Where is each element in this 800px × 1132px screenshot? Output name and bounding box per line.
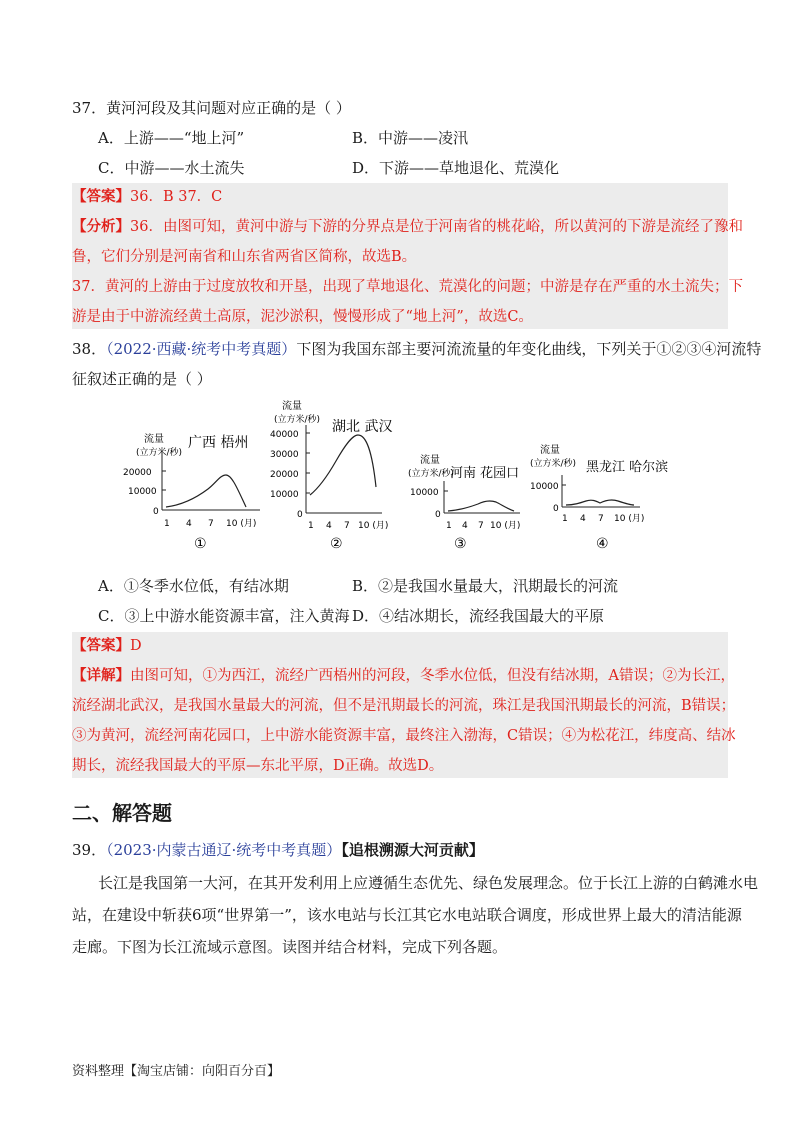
q38-option-d: D．④结冰期长，流经我国最大的平原	[352, 607, 605, 625]
answer-36-37	[72, 187, 222, 207]
chart-1-ylabel-2: (立方米/秒)	[136, 448, 183, 458]
chart-1-ylabel-1: 流量	[144, 434, 164, 445]
chart-4-xtick-3: 7	[598, 514, 604, 524]
q38-option-c: C．③上中游水能资源丰富，注入黄海	[98, 607, 350, 625]
detail-text-1: 由图可知，①为西江，流经广西梧州的河段，冬季水位低，但没有结冰期，A错误；②为长江，	[130, 668, 735, 684]
q38-option-a: A．①冬季水位低，有结冰期	[98, 577, 289, 595]
chart-2-ylabel-1: 流量	[282, 401, 302, 412]
q38-stem-line-2: 征叙述正确的是（ ）	[72, 370, 212, 388]
chart-1-ytick-1: 20000	[123, 468, 152, 478]
chart-3-marker: ③	[454, 536, 467, 552]
chart-2-ytick-3: 20000	[270, 470, 299, 480]
analysis-line-4: 游是由于中游流经黄土高原，泥沙淤积，慢慢形成了“地上河”，故选C。	[72, 309, 533, 325]
chart-4-xtick-4: 10 (月)	[614, 514, 645, 524]
chart-2-xtick-3: 7	[344, 521, 350, 531]
q37-option-c: C．中游——水土流失	[98, 159, 245, 177]
q39-source: （2023·内蒙古通辽·统考中考真题）	[106, 841, 342, 859]
q39-para-line-1: 长江是我国第一大河，在其开发利用上应遵循生态优先、绿色发展理念。位于长江上游的白鹤滩水电	[98, 874, 759, 892]
chart-2-marker: ②	[330, 536, 343, 552]
q38-option-b: B．②是我国水量最大，汛期最长的河流	[352, 577, 619, 595]
answer-text: 36．B 37．C	[130, 189, 223, 205]
chart-2-xtick-2: 4	[326, 521, 332, 531]
chart-1-ytick-3: 0	[153, 507, 159, 517]
analysis-line-2: 鲁，它们分别是河南省和山东省两省区简称，故选B。	[72, 249, 417, 265]
chart-1-marker: ①	[194, 536, 207, 552]
q38-stem-part-1: 下图为我国东部主要河流流量的年变化曲线，下列关于①②③④河流特	[296, 340, 762, 358]
analysis-tag: 【分析】	[72, 218, 130, 235]
chart-4-xtick-1: 1	[562, 514, 568, 524]
q39-para-line-3: 走廊。下图为长江流域示意图。读图并结合材料，完成下列各题。	[72, 938, 508, 956]
chart-2-ytick-1: 40000	[270, 430, 299, 440]
chart-2	[270, 399, 392, 552]
section-title: 二、解答题	[72, 801, 172, 825]
chart-1	[123, 432, 260, 552]
analysis-line-3: 37．黄河的上游由于过度放牧和开垦，出现了草地退化、荒漠化的问题；中游是存在严重的水土流失；下	[72, 279, 743, 295]
chart-4	[530, 443, 668, 552]
q39-para-line-2: 站，在建设中斩获6项“世界第一”，该水电站与长江其它水电站联合调度，形成世界上最大的清洁能源	[72, 906, 742, 924]
chart-3	[408, 453, 520, 552]
answer-38	[72, 636, 142, 656]
chart-2-place: 湖北 武汉	[332, 419, 393, 435]
answer-38-tag: 【答案】	[72, 637, 130, 654]
chart-4-ytick-1: 10000	[530, 482, 559, 492]
detail-line-3: ③为黄河，流经河南花园口，上中游水能资源丰富，最终注入渤海，C错误；④为松花江，纬度高、结冰	[72, 728, 736, 744]
chart-3-ytick-2: 0	[435, 510, 441, 520]
chart-3-xtick-2: 4	[462, 521, 468, 531]
chart-2-xtick-4: 10 (月)	[358, 521, 389, 531]
chart-1-xtick-3: 7	[208, 519, 214, 529]
q39-number: 39．	[72, 841, 107, 859]
q38-stem-line-1	[72, 339, 761, 359]
analysis-line-1	[72, 217, 743, 237]
answer-block-38	[72, 632, 736, 778]
q38-source: （2022·西藏·统考中考真题）	[106, 340, 297, 358]
chart-2-ytick-4: 10000	[270, 490, 299, 500]
chart-3-xtick-3: 7	[478, 521, 484, 531]
chart-2-ylabel-2: (立方米/秒)	[274, 415, 321, 425]
chart-1-xtick-1: 1	[164, 519, 170, 529]
chart-3-xtick-1: 1	[446, 521, 452, 531]
chart-4-place: 黑龙江 哈尔滨	[586, 460, 669, 475]
q37-option-d: D．下游——草地退化、荒漠化	[352, 159, 560, 177]
chart-4-marker: ④	[596, 536, 609, 552]
footer-text: 资料整理【淘宝店铺：向阳百分百】	[72, 1064, 281, 1079]
chart-4-ylabel-2: (立方米/秒)	[530, 459, 577, 469]
analysis-text-1: 36．由图可知，黄河中游与下游的分界点是位于河南省的桃花峪，所以黄河的下游是流经了豫和	[130, 219, 743, 235]
chart-2-ytick-2: 30000	[270, 450, 299, 460]
chart-3-ylabel-1: 流量	[420, 455, 440, 466]
chart-3-ylabel-2: (立方米/秒)	[408, 469, 455, 479]
chart-4-ytick-2: 0	[553, 504, 559, 514]
detail-tag: 【详解】	[72, 667, 130, 684]
chart-1-place: 广西 梧州	[188, 435, 249, 451]
chart-3-xtick-4: 10 (月)	[490, 521, 521, 531]
chart-1-xtick-4: 10 (月)	[226, 519, 257, 529]
q37-option-a: A．上游——“地上河”	[98, 129, 245, 147]
river-flow-charts	[120, 395, 720, 555]
answer-38-text: D	[130, 638, 142, 654]
chart-3-ytick-1: 10000	[410, 488, 439, 498]
chart-1-ytick-2: 10000	[128, 487, 157, 497]
chart-4-ylabel-1: 流量	[540, 445, 560, 456]
chart-2-xtick-1: 1	[308, 521, 314, 531]
detail-line-4: 期长，流经我国最大的平原—东北平原，D正确。故选D。	[72, 758, 444, 774]
q39-topic: 【追根溯源大河贡献】	[341, 841, 484, 859]
answer-tag: 【答案】	[72, 188, 130, 205]
q38-number: 38．	[72, 340, 107, 358]
detail-line-1	[72, 666, 735, 686]
q39-header	[72, 840, 484, 860]
chart-2-ytick-5: 0	[297, 510, 303, 520]
q37-stem: 37．黄河河段及其问题对应正确的是（ ）	[72, 99, 351, 117]
chart-3-place: 河南 花园口	[450, 466, 520, 481]
chart-1-xtick-2: 4	[186, 519, 192, 529]
chart-4-xtick-2: 4	[580, 514, 586, 524]
answer-block-36-37	[72, 183, 743, 329]
detail-line-2: 流经湖北武汉，是我国水量最大的河流，但不是汛期最长的河流，珠江是我国汛期最长的河流，B错误；	[72, 698, 736, 714]
q37-option-b: B．中游——凌汛	[352, 129, 469, 147]
